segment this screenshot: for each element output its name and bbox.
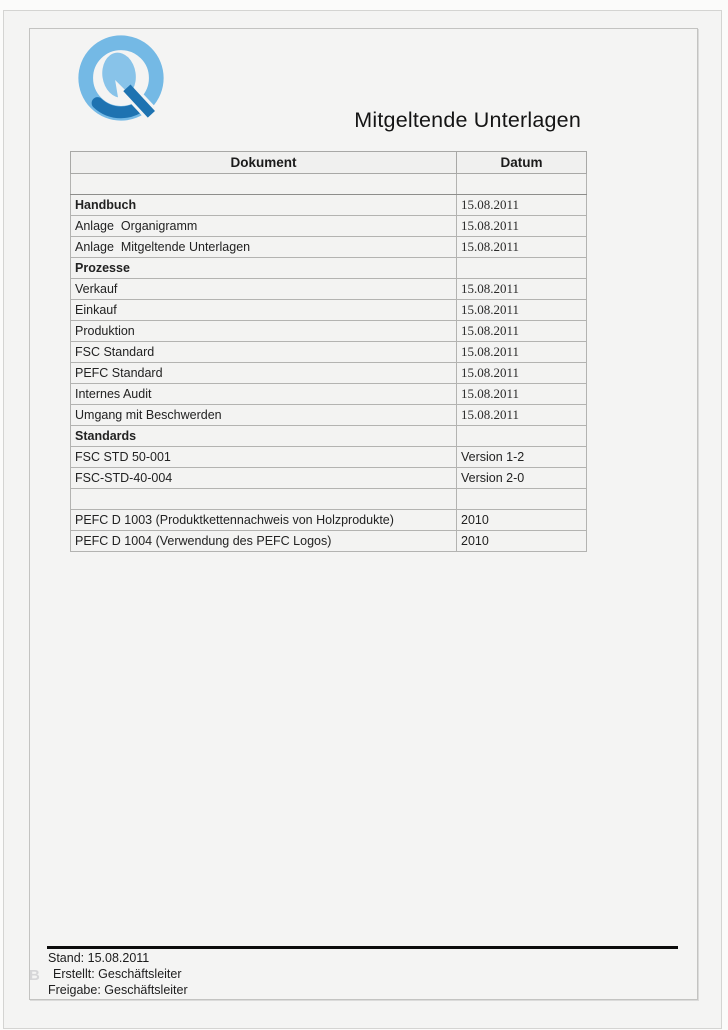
table-row xyxy=(71,489,587,510)
dokument-cell: Handbuch xyxy=(71,195,457,216)
datum-cell xyxy=(457,489,587,510)
dokument-cell xyxy=(71,489,457,510)
dokument-cell: PEFC Standard xyxy=(71,363,457,384)
datum-cell: 15.08.2011 xyxy=(457,321,587,342)
dokument-cell: Internes Audit xyxy=(71,384,457,405)
q-quality-logo-icon xyxy=(72,31,170,129)
column-header-datum: Datum xyxy=(457,152,587,174)
table-row xyxy=(71,258,587,279)
datum-cell: 15.08.2011 xyxy=(457,237,587,258)
datum-cell: 15.08.2011 xyxy=(457,279,587,300)
dokument-cell: Verkauf xyxy=(71,279,457,300)
table-row xyxy=(71,237,587,258)
dokument-cell: Standards xyxy=(71,426,457,447)
dokument-cell: FSC STD 50-001 xyxy=(71,447,457,468)
column-header-dokument: Dokument xyxy=(71,152,457,174)
table-row xyxy=(71,384,587,405)
dokument-cell xyxy=(71,174,457,195)
table-row xyxy=(71,195,587,216)
footer-stand: Stand: 15.08.2011 xyxy=(48,951,150,965)
datum-cell: 15.08.2011 xyxy=(457,405,587,426)
table-row xyxy=(71,279,587,300)
table-row xyxy=(71,174,587,195)
datum-cell: 15.08.2011 xyxy=(457,342,587,363)
dokument-cell: Anlage Organigramm xyxy=(71,216,457,237)
table-row xyxy=(71,531,587,552)
dokument-cell: Prozesse xyxy=(71,258,457,279)
table-row xyxy=(71,342,587,363)
table-row xyxy=(71,300,587,321)
datum-cell: 15.08.2011 xyxy=(457,216,587,237)
watermark-fragment: B xyxy=(29,967,40,984)
table-row xyxy=(71,321,587,342)
dokument-cell: Einkauf xyxy=(71,300,457,321)
datum-cell: Version 1-2 xyxy=(457,447,587,468)
footer-erstellt: Erstellt: Geschäftsleiter xyxy=(53,967,182,981)
table-row xyxy=(71,510,587,531)
documents-table xyxy=(70,151,587,552)
datum-cell: 15.08.2011 xyxy=(457,195,587,216)
dokument-cell: Umgang mit Beschwerden xyxy=(71,405,457,426)
dokument-cell: PEFC D 1004 (Verwendung des PEFC Logos) xyxy=(71,531,457,552)
datum-cell: 2010 xyxy=(457,510,587,531)
table-row xyxy=(71,363,587,384)
datum-cell xyxy=(457,426,587,447)
datum-cell: 15.08.2011 xyxy=(457,363,587,384)
page-title: Mitgeltende Unterlagen xyxy=(354,108,581,132)
dokument-cell: Anlage Mitgeltende Unterlagen xyxy=(71,237,457,258)
table-row xyxy=(71,405,587,426)
datum-cell: 15.08.2011 xyxy=(457,300,587,321)
document-footer xyxy=(48,950,448,998)
dokument-cell: FSC-STD-40-004 xyxy=(71,468,457,489)
footer-divider-line xyxy=(47,946,678,949)
table-row xyxy=(71,447,587,468)
dokument-cell: Produktion xyxy=(71,321,457,342)
datum-cell: 2010 xyxy=(457,531,587,552)
table-row xyxy=(71,426,587,447)
datum-cell xyxy=(457,174,587,195)
table-header-row xyxy=(71,152,587,174)
table-row xyxy=(71,468,587,489)
datum-cell: Version 2-0 xyxy=(457,468,587,489)
document-table-body xyxy=(71,174,587,552)
footer-freigabe: Freigabe: Geschäftsleiter xyxy=(48,983,188,997)
datum-cell xyxy=(457,258,587,279)
datum-cell: 15.08.2011 xyxy=(457,384,587,405)
dokument-cell: PEFC D 1003 (Produktkettennachweis von Holzprodukte) xyxy=(71,510,457,531)
dokument-cell: FSC Standard xyxy=(71,342,457,363)
table-row xyxy=(71,216,587,237)
